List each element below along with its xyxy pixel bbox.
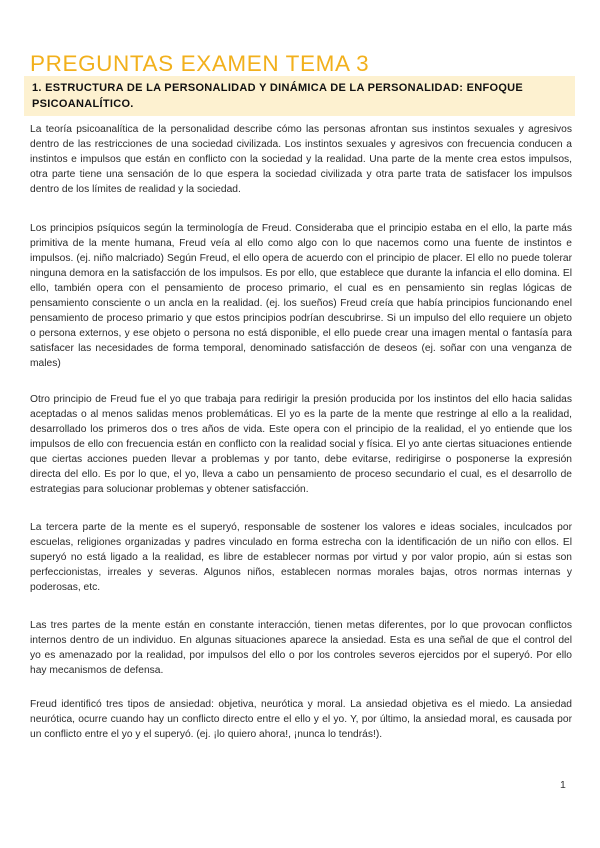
paragraph-2: Los principios psíquicos según la terminología de Freud. Consideraba que el principio estaba en el ello, la parte más primitiva de la mente humana, Freud veía al ello como algo con lo que nacemos como una fuente de instintos e impulsos. (ej. niño malcriado) Según Freud, el ello opera de acuerdo con el principio de placer. El ello no puede tolerar ninguna demora en la satisfacción de los impulsos. Es por ello, que establece que durante la infancia el ello domina. El ello, también opera con el pensamiento de proceso primario, el cual es en pensamiento sin reglas lógicas de pensamiento consciente o un ancla en la realidad. (ej. los sueños) Freud creía que había principios funcionando enel pensamiento de proceso primario y que estos principios podrían descubrirse. Si un impulso del ello requiere un objeto o persona externos, y ese objeto o persona no está disponible, el ello puede crear una imagen mental o fantasía para satisfacer las necesidades de forma temporal, denominado satisfacción de deseos (ej. soñar con una venganza de males) xyxy=(30,223,572,369)
section-heading: 1. ESTRUCTURA DE LA PERSONALIDAD Y DINÁMICA DE LA PERSONALIDAD: ENFOQUE PSICOANALÍTICO. xyxy=(32,82,524,110)
paragraph-3: Otro principio de Freud fue el yo que trabaja para redirigir la presión producida por los instintos del ello hacia salidas aceptadas o al menos salidas menos problemáticas. El yo es la parte de la mente que restringe al ello a la realidad, desarrollado los primeros dos o tres años de vida. Este opera con el principio de la realidad, el yo entiende que los impulsos de ello con frecuencia están en conflicto con la realidad social y física. El yo ante ciertas situaciones entiende que ciertas acciones pueden llevar a problemas y por tanto, debe evitarse, redirigirse o posponerse la expresión directa del ello. Es por lo que, el yo, lleva a cabo un pensamiento de proceso secundario el cual, es el desarrollo de estrategias para solucionar problemas y obtener satisfacción. xyxy=(30,394,572,495)
page-number: 1 xyxy=(560,779,566,791)
paragraph-1: La teoría psicoanalítica de la personalidad describe cómo las personas afrontan sus instintos sexuales y agresivos dentro de las restricciones de una sociedad civilizada. Los instintos sexuales y agresivos con frecuencia conducen a instintos e impulsos que están en conflicto con la sociedad y la realidad. Una parte de la mente crea estos impulsos, otra parte tiene una sensación de lo que espera la sociedad civilizada y otra parte trata de satisfacer los impulsos dentro de los límites de realidad y la sociedad. xyxy=(30,124,572,195)
page-title: PREGUNTAS EXAMEN TEMA 3 xyxy=(30,51,370,77)
paragraph-4: La tercera parte de la mente es el superyó, responsable de sostener los valores e ideas sociales, inculcados por escuelas, religiones organizadas y padres vinculado en forma estrecha con la identificación de un niño con ellos. El superyó no está ligado a la realidad, es libre de establecer normas por virtud y por valor propio, aún si estas son perfeccionistas, irreales y severas. Algunos niños, establecen normas morales bajas, otros normas internas y poderosas, etc. xyxy=(30,522,572,593)
section-heading-box xyxy=(24,76,575,116)
paragraph-6: Freud identificó tres tipos de ansiedad: objetiva, neurótica y moral. La ansiedad objetiva es el miedo. La ansiedad neurótica, ocurre cuando hay un conflicto directo entre el ello y el yo. Y, por último, la ansiedad moral, es causada por un conflicto entre el yo y el superyó. (ej. ¡lo quiero ahora!, ¡nunca lo tendrás!). xyxy=(30,699,572,740)
paragraph-5: Las tres partes de la mente están en constante interacción, tienen metas diferentes, por lo que provocan conflictos internos dentro de un individuo. En algunas situaciones aparece la ansiedad. Esta es una señal de que el control del yo es amenazado por la realidad, por impulsos del ello o por los controles severos ejercidos por el superyó. Por ello hay mecanismos de defensa. xyxy=(30,620,572,676)
